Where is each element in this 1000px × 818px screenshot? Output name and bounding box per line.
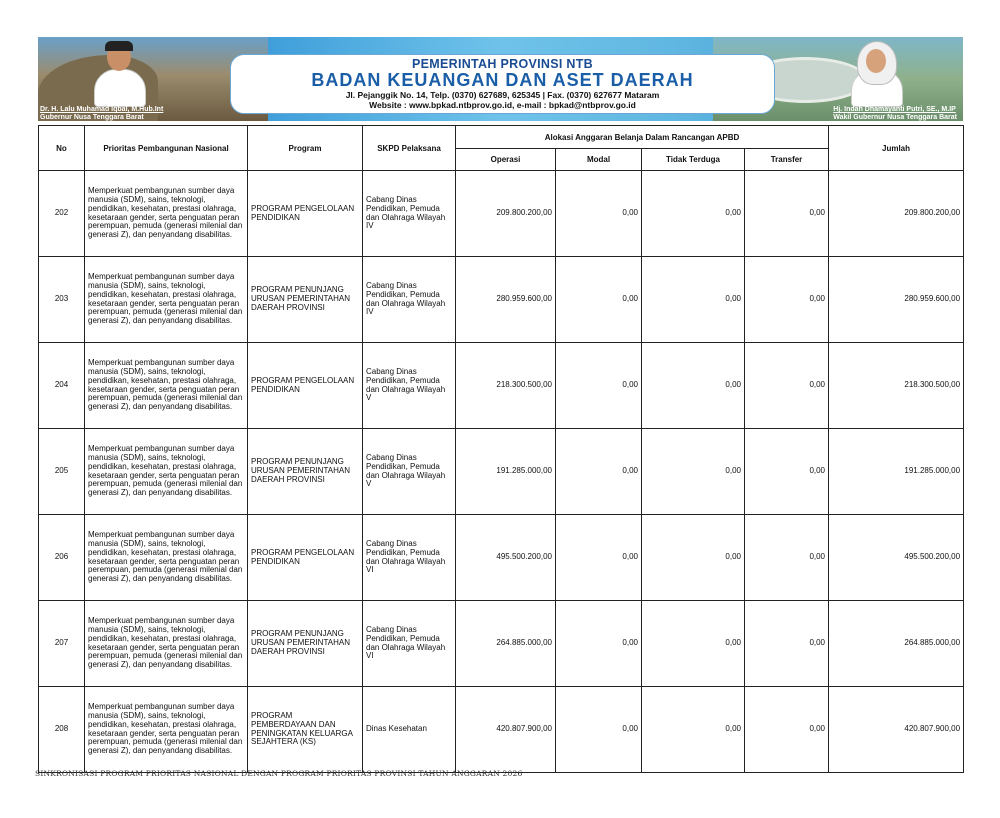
- document-footer: SINKRONISASI PROGRAM PRIORITAS NASIONAL DENGAN PROGRAM PRIORITAS PROVINSI TAHUN ANGGARAN 2026: [35, 769, 523, 778]
- table-row: [39, 343, 964, 429]
- cell-operasi: 420.807.900,00: [456, 687, 556, 773]
- table-row: [39, 515, 964, 601]
- vice-governor-name: Hj. Indah Dhamayanti Putri, SE., M.IP: [833, 106, 956, 113]
- cell-transfer: 0,00: [745, 171, 829, 257]
- cell-transfer: 0,00: [745, 343, 829, 429]
- cell-prioritas: Memperkuat pembangunan sumber daya manusia (SDM), sains, teknologi, pendidikan, kesehatan, prestasi olahraga, kesetaraan gender, serta penguatan peran perempuan, pemuda (generasi milenial dan generasi Z), dan penyandang disabilitas.: [85, 687, 248, 773]
- province-title: PEMERINTAH PROVINSI NTB: [412, 57, 593, 71]
- header-banner: [38, 37, 963, 121]
- cell-tidak-terduga: 0,00: [642, 343, 745, 429]
- table-row: [39, 257, 964, 343]
- cell-prioritas: Memperkuat pembangunan sumber daya manusia (SDM), sains, teknologi, pendidikan, kesehatan, prestasi olahraga, kesetaraan gender, serta penguatan peran perempuan, pemuda (generasi milenial dan generasi Z), dan penyandang disabilitas.: [85, 171, 248, 257]
- cell-skpd: Cabang Dinas Pendidikan, Pemuda dan Olahraga Wilayah IV: [363, 171, 456, 257]
- governor-name: Dr. H. Lalu Muhamad Iqbal, M.Hub.Int: [40, 106, 164, 113]
- cell-no: 202: [39, 171, 85, 257]
- cell-tidak-terduga: 0,00: [642, 429, 745, 515]
- cell-operasi: 218.300.500,00: [456, 343, 556, 429]
- cell-modal: 0,00: [556, 429, 642, 515]
- agency-title: BADAN KEUANGAN DAN ASET DAERAH: [311, 70, 694, 90]
- table-row: [39, 687, 964, 773]
- agency-contact: Website : www.bpkad.ntbprov.go.id, e-mail : bpkad@ntbprov.go.id: [369, 100, 636, 110]
- governor-role: Gubernur Nusa Tenggara Barat: [40, 114, 144, 121]
- header-operasi: Operasi: [456, 149, 556, 171]
- cell-transfer: 0,00: [745, 429, 829, 515]
- cell-jumlah: 495.500.200,00: [829, 515, 964, 601]
- table-row: [39, 601, 964, 687]
- cell-operasi: 495.500.200,00: [456, 515, 556, 601]
- cell-tidak-terduga: 0,00: [642, 257, 745, 343]
- header-program: Program: [248, 126, 363, 171]
- table-row: [39, 429, 964, 515]
- vice-governor-photo: [847, 41, 905, 105]
- governor-caption: [40, 106, 163, 121]
- agency-title-box: [230, 54, 775, 114]
- cell-program: PROGRAM PENUNJANG URUSAN PEMERINTAHAN DAERAH PROVINSI: [248, 257, 363, 343]
- cell-tidak-terduga: 0,00: [642, 687, 745, 773]
- cell-tidak-terduga: 0,00: [642, 601, 745, 687]
- cell-program: PROGRAM PENGELOLAAN PENDIDIKAN: [248, 171, 363, 257]
- cell-modal: 0,00: [556, 257, 642, 343]
- cell-skpd: Cabang Dinas Pendidikan, Pemuda dan Olahraga Wilayah VI: [363, 601, 456, 687]
- cell-modal: 0,00: [556, 343, 642, 429]
- cell-modal: 0,00: [556, 515, 642, 601]
- cell-operasi: 191.285.000,00: [456, 429, 556, 515]
- header-skpd: SKPD Pelaksana: [363, 126, 456, 171]
- header-tidak-terduga: Tidak Terduga: [642, 149, 745, 171]
- cell-prioritas: Memperkuat pembangunan sumber daya manusia (SDM), sains, teknologi, pendidikan, kesehatan, prestasi olahraga, kesetaraan gender, serta penguatan peran perempuan, pemuda (generasi milenial dan generasi Z), dan penyandang disabilitas.: [85, 601, 248, 687]
- agency-address: Jl. Pejanggik No. 14, Telp. (0370) 627689, 625345 | Fax. (0370) 627677 Mataram: [345, 90, 660, 100]
- cell-jumlah: 420.807.900,00: [829, 687, 964, 773]
- cell-jumlah: 191.285.000,00: [829, 429, 964, 515]
- cell-no: 205: [39, 429, 85, 515]
- header-jumlah: Jumlah: [829, 126, 964, 171]
- cell-jumlah: 209.800.200,00: [829, 171, 964, 257]
- cell-no: 207: [39, 601, 85, 687]
- cell-program: PROGRAM PENGELOLAAN PENDIDIKAN: [248, 343, 363, 429]
- header-transfer: Transfer: [745, 149, 829, 171]
- cell-modal: 0,00: [556, 601, 642, 687]
- vice-governor-caption: [833, 106, 957, 121]
- cell-prioritas: Memperkuat pembangunan sumber daya manusia (SDM), sains, teknologi, pendidikan, kesehatan, prestasi olahraga, kesetaraan gender, serta penguatan peran perempuan, pemuda (generasi milenial dan generasi Z), dan penyandang disabilitas.: [85, 343, 248, 429]
- cell-program: PROGRAM PEMBERDAYAAN DAN PENINGKATAN KELUARGA SEJAHTERA (KS): [248, 687, 363, 773]
- cell-jumlah: 280.959.600,00: [829, 257, 964, 343]
- cell-no: 206: [39, 515, 85, 601]
- budget-table: [38, 125, 964, 773]
- cell-tidak-terduga: 0,00: [642, 171, 745, 257]
- cell-operasi: 264.885.000,00: [456, 601, 556, 687]
- cell-skpd: Dinas Kesehatan: [363, 687, 456, 773]
- cell-no: 208: [39, 687, 85, 773]
- cell-skpd: Cabang Dinas Pendidikan, Pemuda dan Olahraga Wilayah IV: [363, 257, 456, 343]
- cell-no: 204: [39, 343, 85, 429]
- cell-jumlah: 218.300.500,00: [829, 343, 964, 429]
- header-modal: Modal: [556, 149, 642, 171]
- cell-operasi: 209.800.200,00: [456, 171, 556, 257]
- cell-program: PROGRAM PENUNJANG URUSAN PEMERINTAHAN DAERAH PROVINSI: [248, 601, 363, 687]
- header-no: No: [39, 126, 85, 171]
- cell-skpd: Cabang Dinas Pendidikan, Pemuda dan Olahraga Wilayah V: [363, 429, 456, 515]
- cell-skpd: Cabang Dinas Pendidikan, Pemuda dan Olahraga Wilayah V: [363, 343, 456, 429]
- cell-transfer: 0,00: [745, 601, 829, 687]
- cell-transfer: 0,00: [745, 515, 829, 601]
- cell-operasi: 280.959.600,00: [456, 257, 556, 343]
- cell-jumlah: 264.885.000,00: [829, 601, 964, 687]
- governor-photo: [90, 41, 148, 105]
- header-prioritas: Prioritas Pembangunan Nasional: [85, 126, 248, 171]
- cell-prioritas: Memperkuat pembangunan sumber daya manusia (SDM), sains, teknologi, pendidikan, kesehatan, prestasi olahraga, kesetaraan gender, serta penguatan peran perempuan, pemuda (generasi milenial dan generasi Z), dan penyandang disabilitas.: [85, 429, 248, 515]
- header-alokasi: Alokasi Anggaran Belanja Dalam Rancangan APBD: [456, 126, 829, 149]
- cell-program: PROGRAM PENUNJANG URUSAN PEMERINTAHAN DAERAH PROVINSI: [248, 429, 363, 515]
- cell-modal: 0,00: [556, 687, 642, 773]
- cell-tidak-terduga: 0,00: [642, 515, 745, 601]
- cell-transfer: 0,00: [745, 257, 829, 343]
- cell-modal: 0,00: [556, 171, 642, 257]
- cell-program: PROGRAM PENGELOLAAN PENDIDIKAN: [248, 515, 363, 601]
- vice-governor-role: Wakil Gubernur Nusa Tenggara Barat: [833, 114, 957, 121]
- table-row: [39, 171, 964, 257]
- cell-prioritas: Memperkuat pembangunan sumber daya manusia (SDM), sains, teknologi, pendidikan, kesehatan, prestasi olahraga, kesetaraan gender, serta penguatan peran perempuan, pemuda (generasi milenial dan generasi Z), dan penyandang disabilitas.: [85, 257, 248, 343]
- cell-no: 203: [39, 257, 85, 343]
- cell-prioritas: Memperkuat pembangunan sumber daya manusia (SDM), sains, teknologi, pendidikan, kesehatan, prestasi olahraga, kesetaraan gender, serta penguatan peran perempuan, pemuda (generasi milenial dan generasi Z), dan penyandang disabilitas.: [85, 515, 248, 601]
- cell-skpd: Cabang Dinas Pendidikan, Pemuda dan Olahraga Wilayah VI: [363, 515, 456, 601]
- cell-transfer: 0,00: [745, 687, 829, 773]
